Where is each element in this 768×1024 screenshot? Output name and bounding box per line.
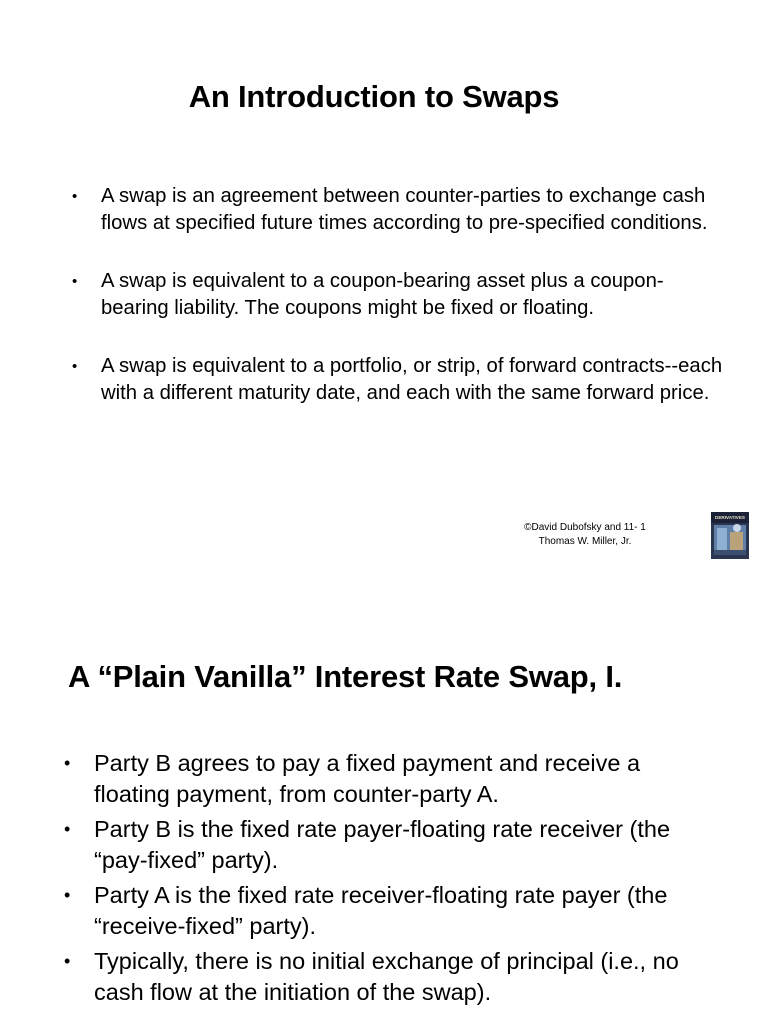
list-item: [0, 183, 768, 237]
bullet-text: Typically, there is no initial exchange of principal (i.e., no cash flow at the initiation of the swap).: [94, 948, 679, 1005]
copyright-footer: [490, 521, 680, 549]
bullet-text: Party B is the fixed rate payer-floating rate receiver (the “pay-fixed” party).: [94, 816, 671, 873]
slide-2-bullet-list: [0, 748, 768, 1012]
bullet-text: Party A is the fixed rate receiver-floating rate payer (the “receive-fixed” party).: [94, 882, 668, 939]
list-item: [0, 268, 768, 322]
slide-1-title: An Introduction to Swaps: [188, 79, 560, 114]
book-cover-icon: [711, 512, 749, 559]
bullet-text: A swap is equivalent to a portfolio, or strip, of forward contracts--each with a different maturity date, and each with the same forward price.: [101, 355, 723, 404]
list-item: [0, 946, 768, 1008]
bullet-text: Party B agrees to pay a fixed payment and receive a floating payment, from counter-party A.: [94, 750, 641, 807]
slide-2-title: A “Plain Vanilla” Interest Rate Swap, I.: [68, 659, 623, 694]
bullet-icon: •: [64, 819, 71, 839]
bullet-icon: •: [72, 273, 78, 290]
footer-line-2: Thomas W. Miller, Jr.: [538, 536, 632, 547]
footer-line-1: ©David Dubofsky and 11- 1: [524, 522, 646, 533]
bullet-icon: •: [64, 885, 71, 905]
list-item: [0, 814, 768, 876]
book-cover-label: DERIVATIVES: [715, 515, 745, 520]
list-item: [0, 880, 768, 942]
bullet-icon: •: [64, 951, 71, 971]
list-item: [0, 748, 768, 810]
bullet-icon: •: [72, 358, 78, 375]
bullet-text: A swap is equivalent to a coupon-bearing asset plus a coupon-bearing liability. The coupons might be fixed or floating.: [101, 270, 664, 319]
bullet-text: A swap is an agreement between counter-parties to exchange cash flows at specified future times according to pre-specified conditions.: [101, 185, 708, 234]
slide-2: [0, 620, 768, 1024]
bullet-icon: •: [72, 188, 78, 205]
bullet-icon: •: [64, 753, 71, 773]
slide-1-bullet-list: [0, 183, 768, 438]
list-item: [0, 353, 768, 407]
